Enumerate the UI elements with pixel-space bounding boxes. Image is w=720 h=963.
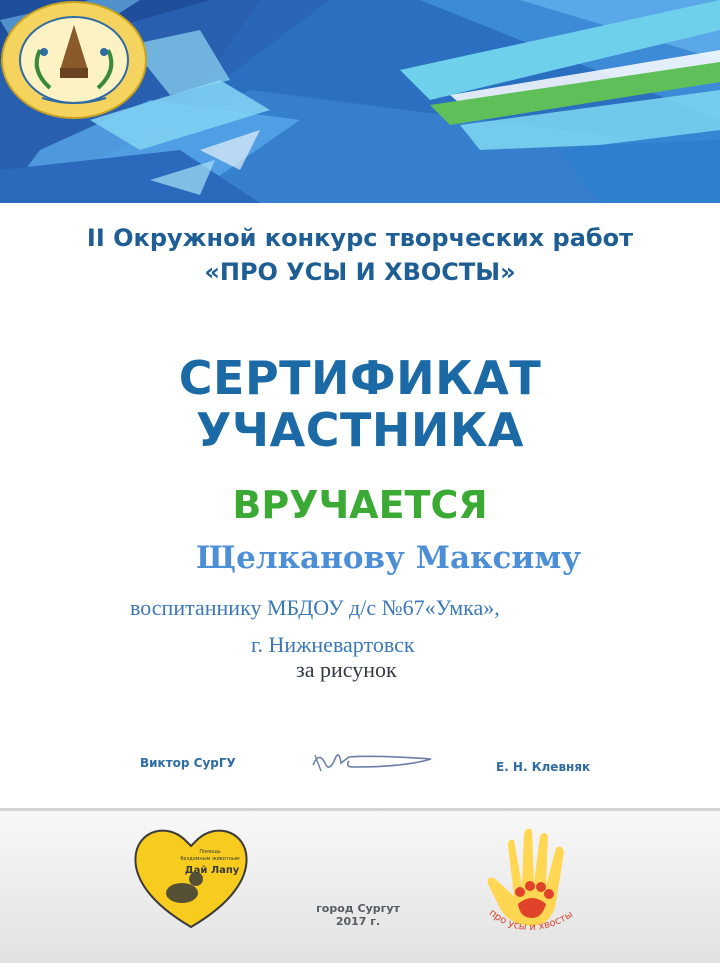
recipient-name: Щелканову Максиму — [196, 540, 582, 576]
award-reason: за рисунок — [296, 657, 397, 682]
footer-band — [0, 808, 720, 963]
recipient-institution: воспитаннику МБДОУ д/с №67«Умка», — [130, 595, 500, 620]
heart-logo-name: Дай Лапу — [184, 865, 240, 876]
university-seal-logo — [0, 0, 148, 120]
city-year — [300, 902, 416, 928]
year-line: 2017 г. — [335, 915, 381, 928]
certificate-title-line2: УЧАСТНИКА — [195, 403, 525, 457]
hand-print-logo — [478, 826, 588, 944]
certificate-title — [0, 352, 720, 456]
contest-title-line2: «ПРО УСЫ И ХВОСТЫ» — [204, 258, 516, 286]
handwritten-signature — [305, 745, 435, 777]
awarded-heading: ВРУЧАЕТСЯ — [232, 483, 488, 527]
city-line: город Сургут — [316, 902, 400, 915]
signature-left-name: Виктор СурГУ — [140, 756, 236, 770]
heart-logo-text2: бездомным животным — [180, 856, 240, 862]
contest-title-line1: II Окружной конкурс творческих работ — [86, 224, 634, 252]
signature-right-name: Е. Н. Клевняк — [496, 760, 591, 774]
heart-paw-logo — [130, 815, 252, 937]
recipient-city: г. Нижневартовск — [251, 632, 415, 657]
hand-logo-text-path: про усы и хвосты — [486, 907, 576, 934]
heart-logo-text1: Помощь — [199, 849, 221, 855]
header-banner — [0, 0, 720, 203]
certificate-title-line1: СЕРТИФИКАТ — [178, 351, 542, 405]
